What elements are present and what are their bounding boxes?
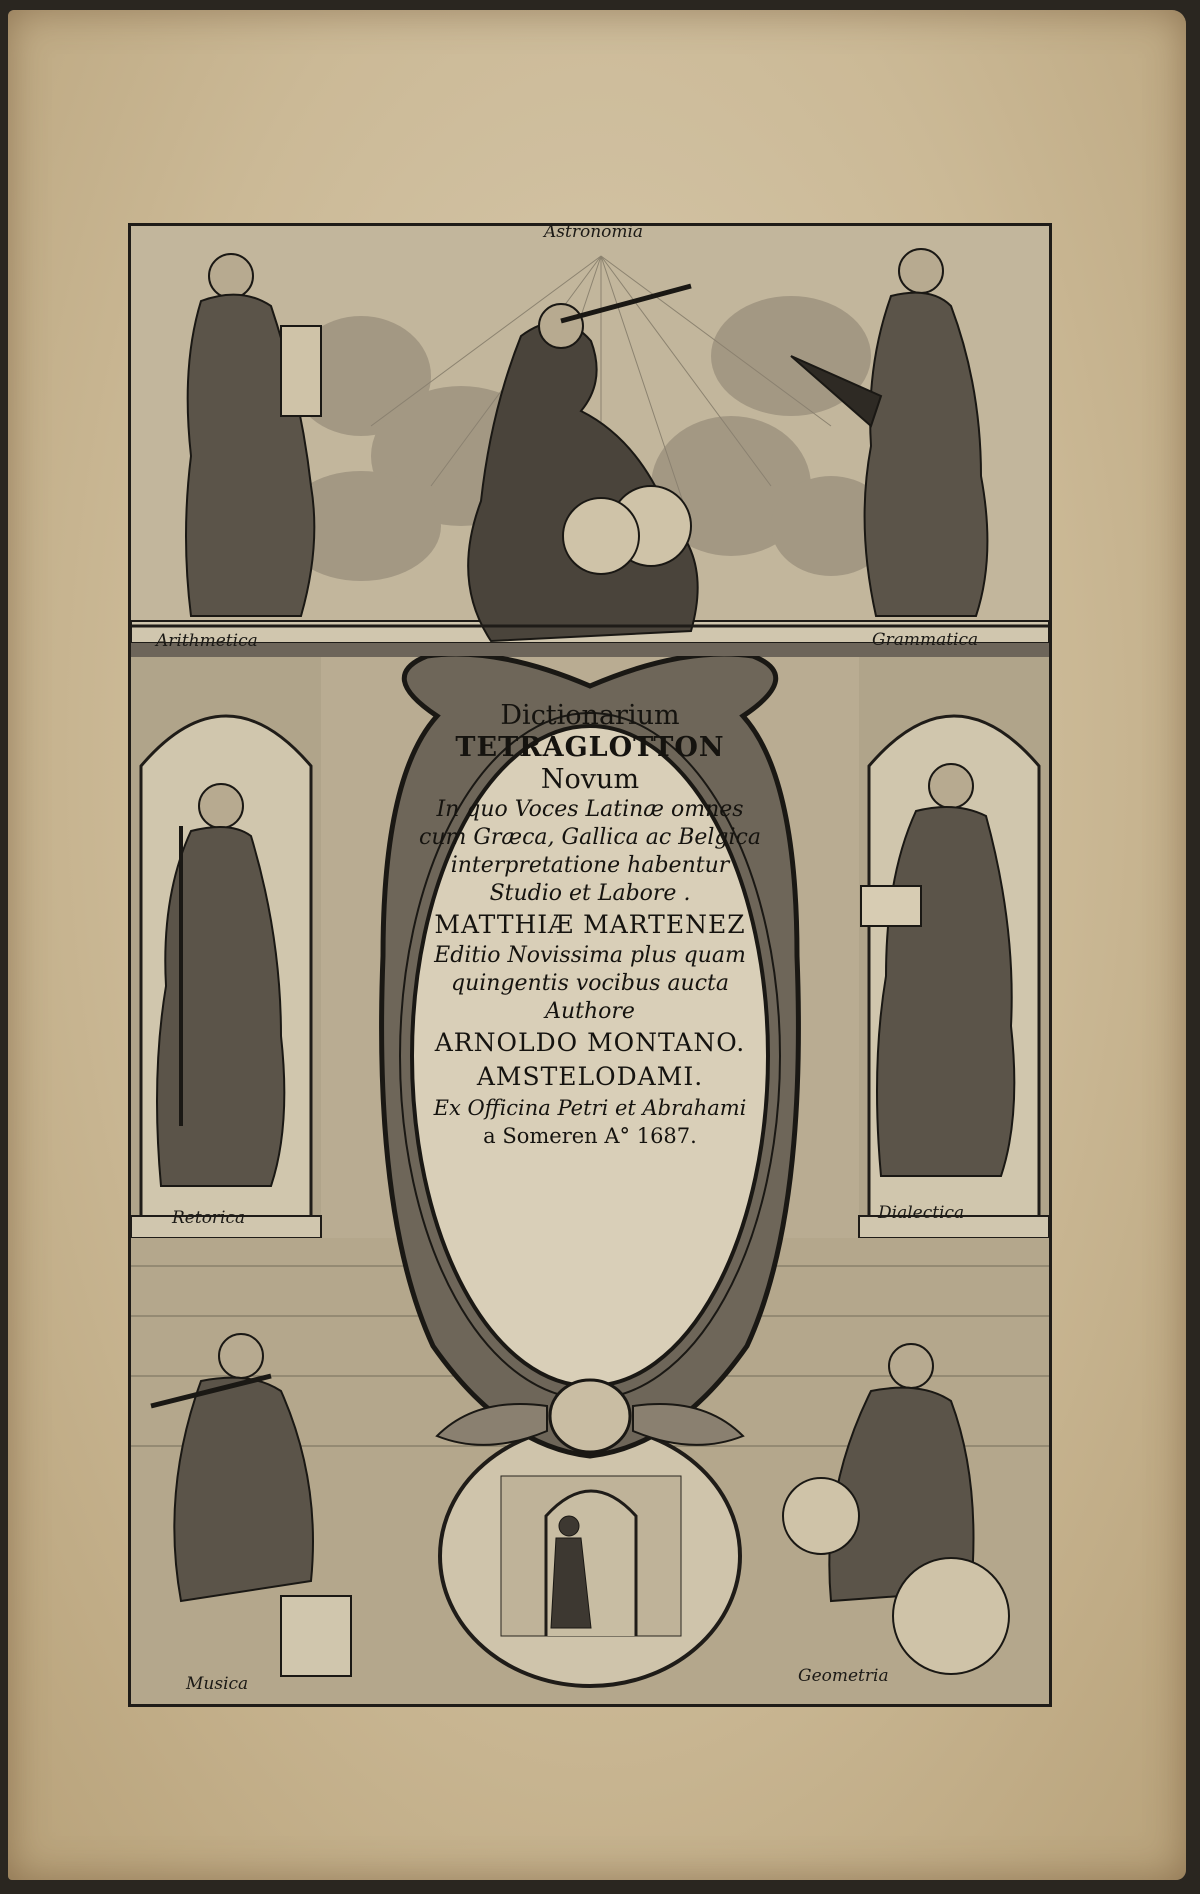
edition-line-1: Editio Novissima plus quam <box>434 943 746 968</box>
subtitle-line-1: In quo Voces Latinæ omnes <box>436 797 744 822</box>
book-page <box>8 10 1186 1880</box>
edition-line-2: quingentis vocibus aucta <box>450 971 730 996</box>
label-geometria: Geometria <box>798 1666 889 1686</box>
title-dictionarium: Dictionarium <box>500 700 680 731</box>
title-novum: Novum <box>540 764 640 795</box>
author-martenez: MATTHIÆ MARTENEZ <box>434 910 746 939</box>
label-astronomia: Astronomia <box>544 222 644 242</box>
subtitle-line-3: interpretatione habentur <box>450 853 730 878</box>
imprint-year: a Someren A° 1687. <box>483 1124 697 1148</box>
label-dialectica: Dialectica <box>878 1203 965 1223</box>
label-arithmetica: Arithmetica <box>156 631 258 651</box>
subtitle-line-2: cum Græca, Gallica ac Belgica <box>419 825 761 850</box>
title-block <box>372 700 808 1150</box>
label-musica: Musica <box>186 1674 249 1694</box>
imprint-place: AMSTELODAMI. <box>476 1062 704 1091</box>
label-retorica: Retorica <box>172 1208 246 1228</box>
authore-line: Authore <box>545 999 635 1024</box>
label-grammatica: Grammatica <box>872 630 979 650</box>
subtitle-line-4: Studio et Labore . <box>489 881 691 906</box>
author-montano: ARNOLDO MONTANO. <box>434 1028 746 1057</box>
imprint-printer: Ex Officina Petri et Abrahami <box>433 1096 747 1120</box>
title-tetraglotton: TETRAGLOTTON <box>455 732 725 763</box>
